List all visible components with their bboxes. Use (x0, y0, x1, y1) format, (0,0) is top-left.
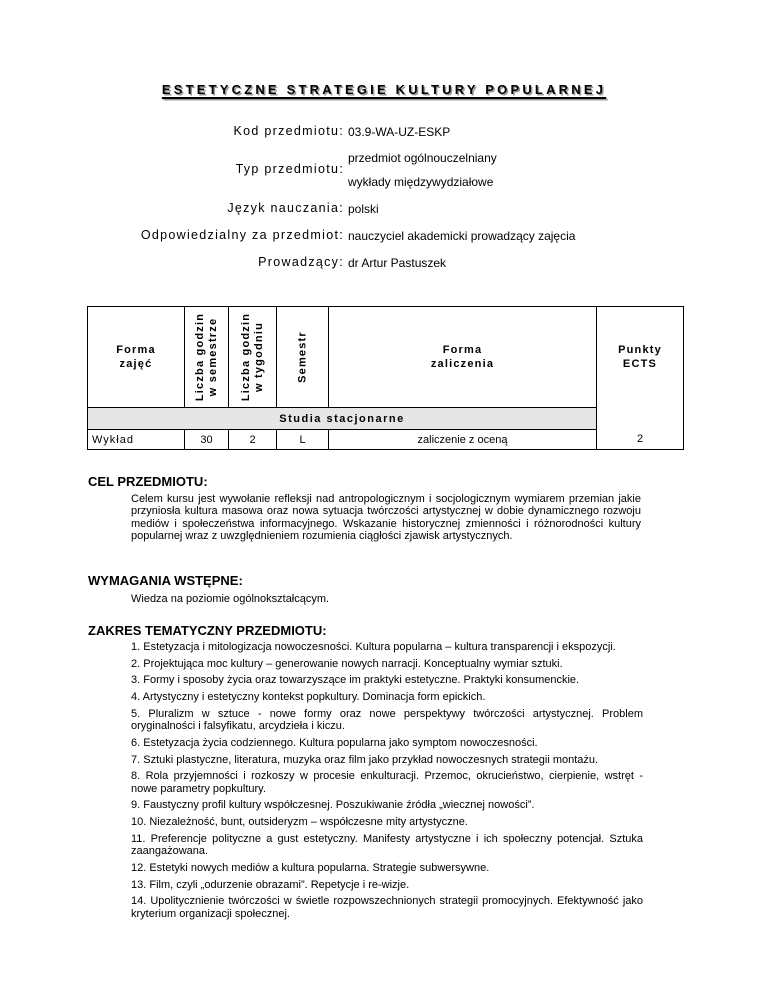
typ-value-1: przedmiot ogólnouczelniany (348, 151, 497, 165)
prowadzacy-label: Prowadzący: (258, 255, 344, 269)
document-title: ESTETYCZNE STRATEGIE KULTURY POPULARNEJ (161, 82, 607, 97)
header-forma-zaliczenia: Forma zaliczenia (329, 307, 597, 408)
kod-value: 03.9-WA-UZ-ESKP (348, 125, 451, 139)
table-row (88, 430, 684, 450)
cel-text: Celem kursu jest wywołanie refleksji nad antropologicznym i socjologicznym wymiarem przemian jakie przyniosła kultura masowa oraz nowa sytuacja twórczości artystycznej w dobie dynamicznego rozwoju mediów i społeczeństwa informacyjnego. Wskazanie historycznej zmienności i różnorodności kultury popularnej wraz z uwzględnieniem rozumienia ciągłości zjawisk artystycznych. (131, 493, 641, 543)
list-item: 14. Upolitycznienie twórczości w świetle rozpowszechnionych strategii promocyjnych. Efektywność jako kryterium organizacji społecznej. (131, 895, 643, 920)
typ-label: Typ przedmiotu: (235, 162, 344, 176)
list-item: 6. Estetyzacja życia codziennego. Kultura popularna jako symptom nowoczesności. (131, 736, 538, 749)
list-item: 1. Estetyzacja i mitologizacja nowoczesności. Kultura popularna – kultura transparencji i ekspozycji. (131, 641, 616, 653)
header-forma-zajec: Forma zajęć (88, 307, 185, 408)
jezyk-label: Język nauczania: (227, 201, 344, 215)
wymagania-heading: WYMAGANIA WSTĘPNE: (88, 573, 243, 588)
cell-punkty: 2 (636, 433, 644, 445)
course-table (87, 306, 684, 450)
jezyk-value: polski (348, 202, 379, 216)
prowadzacy-value: dr Artur Pastuszek (348, 256, 447, 270)
list-item: 8. Rola przyjemności i rozkoszy w procesie enkulturacji. Przemoc, okrucieństwo, cierpienie, wstręt - nowe parametry popkultury. (131, 770, 643, 795)
list-item: 2. Projektująca moc kultury – generowanie nowych narracji. Konceptualny wymiar sztuki. (131, 657, 563, 670)
list-item: 9. Faustyczny profil kultury współczesnej. Poszukiwanie źródła „wiecznej nowości”. (131, 799, 535, 812)
odpowiedzialny-value: nauczyciel akademicki prowadzący zajęcia (348, 229, 576, 243)
list-item: 10. Niezależność, bunt, outsideryzm – współczesne mity artystyczne. (131, 816, 468, 829)
list-item: 3. Formy i sposoby życia oraz towarzyszące im praktyki estetyczne. Praktyki konsumenckie. (131, 674, 580, 687)
list-item: 7. Sztuki plastyczne, literatura, muzyka oraz film jako przykład nowoczesnych strategii montażu. (131, 753, 599, 766)
wymagania-text: Wiedza na poziomie ogólnokształcącym. (131, 593, 330, 605)
cell-zaliczenie: zaliczenie z oceną (329, 430, 597, 450)
cell-godziny-semestr: 30 (185, 430, 229, 450)
header-punkty-ects: Punkty ECTS 2 (597, 307, 684, 450)
table-header-row (88, 307, 684, 408)
header-semestr: Semestr (277, 307, 329, 408)
header-godziny-semestr: Liczba godzin w semestrze (185, 307, 229, 408)
list-item: 11. Preferencje polityczne a gust estetyczny. Manifesty artystyczne i ich społeczny potencjał. Sztuka zaangażowana. (131, 832, 643, 858)
cel-heading: CEL PRZEDMIOTU: (88, 474, 208, 489)
typ-value-2: wykłady międzywydziałowe (348, 175, 494, 189)
list-item: 5. Pluralizm w sztuce - nowe formy oraz nowe perspektywy twórczości artystycznej. Problem oryginalności i falsyfikatu, arcydzieła i kiczu. (131, 707, 643, 733)
topics-list (131, 641, 643, 924)
list-item: 4. Artystyczny i estetyczny kontekst popkultury. Dominacja form epickich. (131, 691, 486, 704)
odpowiedzialny-label: Odpowiedzialny za przedmiot: (140, 228, 344, 242)
studia-stacjonarne-label: Studia stacjonarne (88, 408, 597, 430)
kod-label: Kod przedmiotu: (233, 124, 344, 138)
studia-row (88, 408, 684, 430)
zakres-heading: ZAKRES TEMATYCZNY PRZEDMIOTU: (88, 623, 327, 638)
list-item: 12. Estetyki nowych mediów a kultura popularna. Strategie subwersywne. (131, 861, 490, 874)
cell-godziny-tydzien: 2 (229, 430, 277, 450)
header-godziny-tydzien: Liczba godzin w tygodniu (229, 307, 277, 408)
cell-semestr: L (277, 430, 329, 450)
cell-forma: Wykład (88, 430, 185, 450)
list-item: 13. Film, czyli „odurzenie obrazami”. Repetycje i re-wizje. (131, 878, 410, 891)
